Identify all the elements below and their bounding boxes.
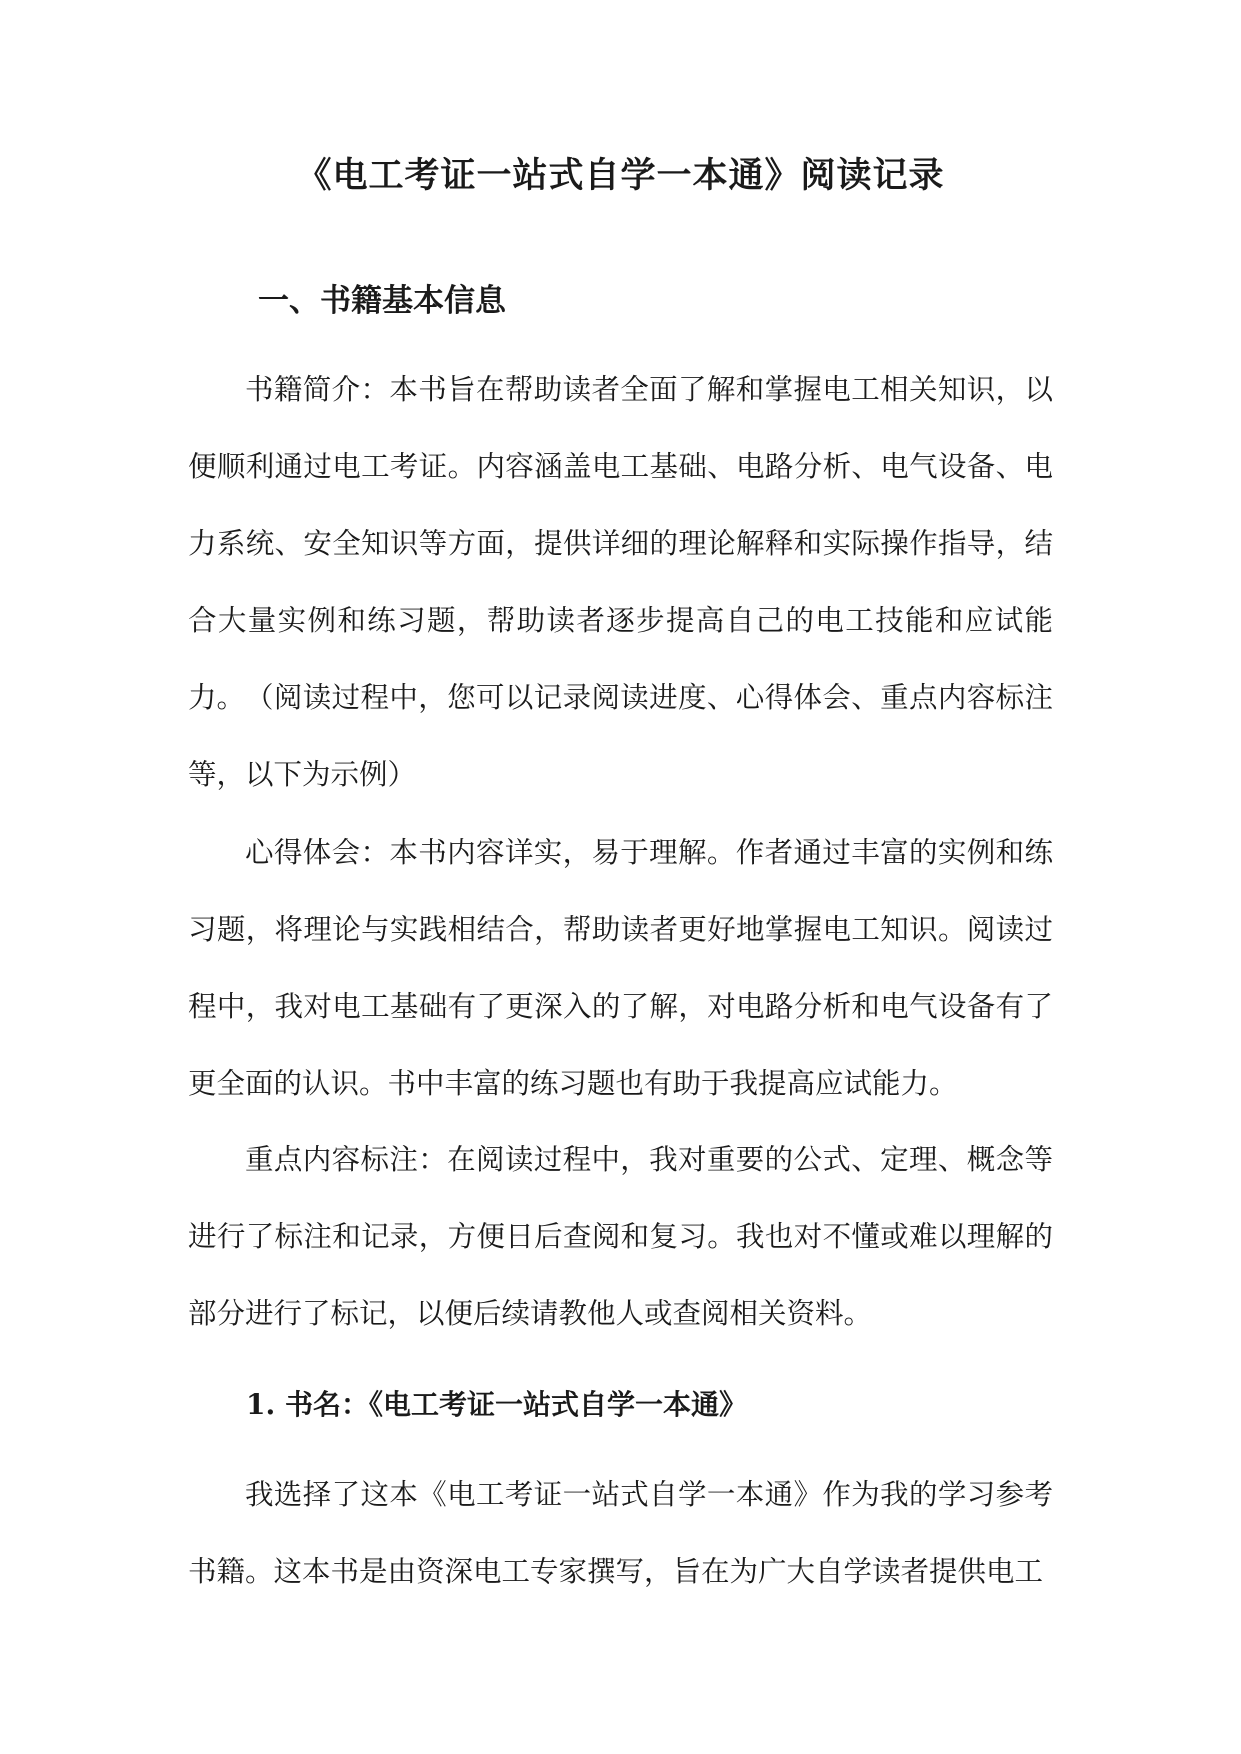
paragraph-note: （阅读过程中，您可以记录阅读进度、心得体会、重点内容标注等，以下为示例） [188,681,1053,791]
section-heading: 一、书籍基本信息 [258,283,506,319]
paragraph-intro: 书籍简介：本书旨在帮助读者全面了解和掌握电工相关知识，以便顺利通过电工考证。内容涵盖电工基础、电路分析、电气设备、电力系统、安全知识等方面，提供详细的理论解释和实际操作指导，结合大量实例和练习题，帮助读者逐步提高自己的电工技能和应试能力。 [188,373,1053,714]
document-title: 《电工考证一站式自学一本通》阅读记录 [296,155,945,196]
paragraph-highlights: 重点内容标注：在阅读过程中，我对重要的公式、定理、概念等进行了标注和记录，方便日后查阅和复习。我也对不懂或难以理解的部分进行了标记，以便后续请教他人或查阅相关资料。 [188,1143,1053,1330]
paragraph-book-choice: 我选择了这本《电工考证一站式自学一本通》作为我的学习参考书籍。这本书是由资深电工专家撰写，旨在为广大自学读者提供电工 [188,1478,1053,1588]
paragraph-reflection: 心得体会：本书内容详实，易于理解。作者通过丰富的实例和练习题，将理论与实践相结合，帮助读者更好地掌握电工知识。阅读过程中，我对电工基础有了更深入的了解，对电路分析和电气设备有了更全面的认识。书中丰富的练习题也有助于我提高应试能力。 [188,836,1053,1100]
subheading-book-name: 1. 书名：《电工考证一站式自学一本通》 [246,1388,747,1421]
